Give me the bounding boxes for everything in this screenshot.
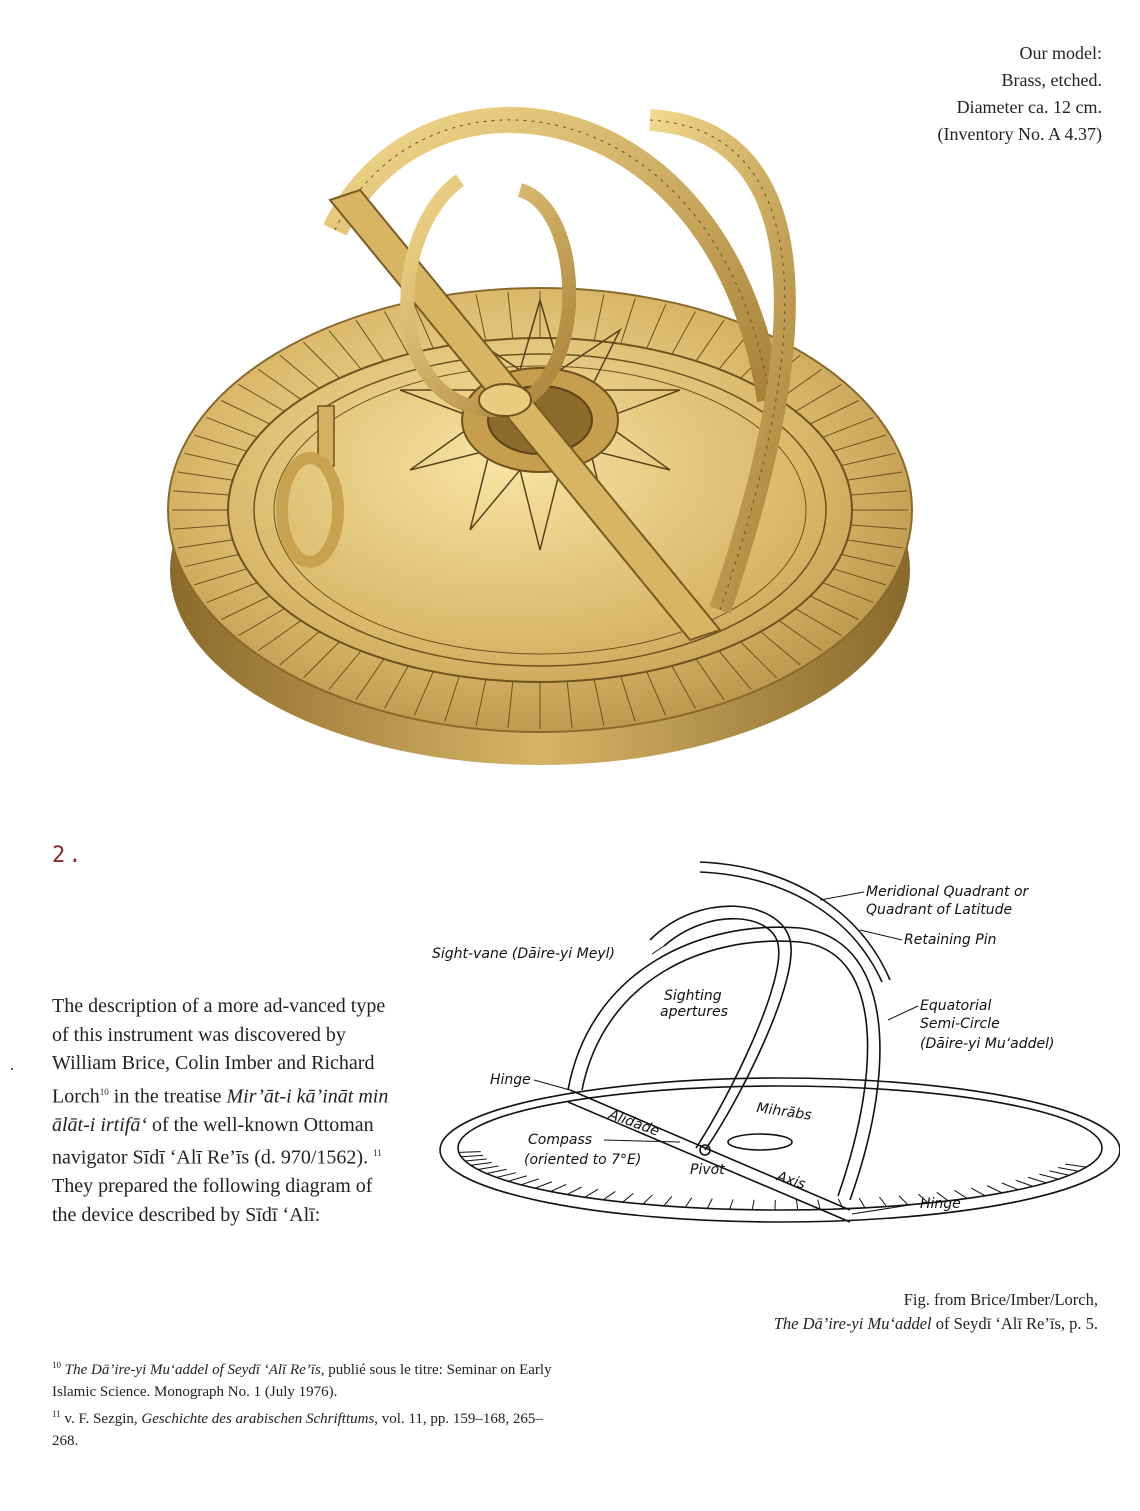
diagram-scale-tick	[1002, 1183, 1018, 1190]
diagram-scale-tick	[508, 1176, 527, 1181]
fig-caption-title: The Dā’ire-yi Mu‘addel	[773, 1314, 932, 1333]
diagram-scale-tick	[1058, 1168, 1078, 1172]
diagram-scale-tick	[685, 1198, 691, 1208]
diagram-scale-tick	[535, 1182, 552, 1188]
label-sight-vane: Sight-vane (Dāire-yi Meyl)	[432, 946, 615, 962]
diagram-scale-tick	[987, 1186, 1002, 1193]
figure-caption	[600, 1288, 1098, 1336]
label-pivot: Pivot	[690, 1162, 725, 1178]
footnote-number: 11	[52, 1409, 61, 1419]
diagram-scale-tick	[471, 1163, 492, 1166]
fig-caption-line2	[600, 1312, 1098, 1336]
label-oriented: (oriented to 7°E)	[524, 1152, 642, 1168]
footnote-title: The Dā’ire-yi Mu‘addel of Seydī ‘Alī Re’īs	[64, 1362, 321, 1378]
instrument-diagram	[420, 850, 1120, 1250]
diagram-scale-tick	[752, 1200, 754, 1210]
footnote-ref-11[interactable]: 11	[373, 1148, 382, 1159]
footnote-number: 10	[52, 1360, 61, 1370]
treatise-title: Mir’āt-i kā’ināt min ālāt-i irtifā‘	[52, 1085, 389, 1136]
diagram-scale-tick	[1028, 1177, 1046, 1183]
diagram-scale-tick	[623, 1193, 634, 1202]
diagram-scale-tick	[859, 1198, 865, 1208]
label-semi-circle: Semi-Circle	[920, 1016, 1000, 1032]
diagram-scale-tick	[796, 1200, 797, 1210]
diagram-scale-tick	[730, 1199, 733, 1209]
label-quadrant-latitude: Quadrant of Latitude	[866, 902, 1013, 918]
margin-mark	[11, 1068, 13, 1070]
diagram-scale-tick	[521, 1179, 539, 1185]
body-text-part4: They prepared the following diagram of the device described by Sīdī ‘Alī:	[52, 1175, 373, 1226]
diagram-scale-tick	[1065, 1164, 1086, 1167]
label-sighting: Sighting	[664, 988, 722, 1004]
label-retaining-pin: Retaining Pin	[904, 932, 997, 948]
label-mihrabs: Mihrābs	[755, 1100, 813, 1124]
instrument-photo	[160, 70, 920, 790]
body-paragraph	[52, 992, 397, 1229]
diagram-scale-tick	[1016, 1180, 1033, 1186]
label-hinge-right: Hinge	[920, 1196, 961, 1212]
footnote-11	[52, 1403, 552, 1452]
diagram-scale-tick	[1049, 1171, 1069, 1175]
caption-line: Diameter ca. 12 cm.	[956, 97, 1102, 117]
diagram-scale-tick	[899, 1196, 908, 1205]
footnote-text: , publié sous le titre: Seminar on Early Islamic Science. Monograph No. 1 (July 1976).	[52, 1362, 552, 1400]
label-daire-muaddel: (Dāire-yi Mu‘addel)	[920, 1036, 1055, 1052]
label-alidade: Alidade	[606, 1106, 662, 1140]
diagram-scale-tick	[567, 1187, 582, 1195]
diagram-scale-tick	[879, 1197, 886, 1206]
body-text-part3: of the well-known Ottoman navigator Sīdī ‘Alī Re’īs (d. 970/1562).	[52, 1113, 374, 1169]
section-number: 2.	[52, 843, 85, 868]
label-apertures: apertures	[660, 1004, 728, 1020]
diagram-scale-tick	[707, 1199, 712, 1209]
footnote-text: , vol. 11, pp. 159–168, 265–268.	[52, 1411, 543, 1449]
diagram-scale-tick	[603, 1191, 615, 1199]
footnote-pre: v. F. Sezgin,	[64, 1411, 142, 1427]
footnote-10	[52, 1354, 552, 1403]
diagram-scale-tick	[643, 1195, 652, 1204]
footnotes	[52, 1354, 552, 1452]
fig-caption-line1: Fig. from Brice/Imber/Lorch,	[903, 1290, 1098, 1309]
diagram-scale-tick	[585, 1189, 598, 1197]
body-text-part1: The description of a more ad-vanced type of this instrument was discovered by William Brice, Colin Imber and Richard Lorch	[52, 995, 386, 1108]
caption-line: Brass, etched.	[1001, 70, 1102, 90]
footnote-title: Geschichte des arabischen Schrifttums	[141, 1411, 375, 1427]
diagram-scale-tick	[839, 1199, 843, 1209]
diagram-scale-tick	[971, 1188, 985, 1196]
caption-line: Our model:	[1019, 43, 1102, 63]
diagram-scale-tick	[487, 1169, 507, 1173]
diagram-scale-tick	[461, 1155, 483, 1156]
body-text-part2: in the treatise	[108, 1085, 227, 1108]
diagram-scale-tick	[465, 1159, 487, 1161]
caption-line: (Inventory No. A 4.37)	[937, 124, 1102, 144]
diagram-scale-tick	[551, 1184, 567, 1191]
footnote-ref-10[interactable]: 10	[99, 1086, 109, 1097]
label-axis: Axis	[774, 1168, 808, 1193]
diagram-scale-tick	[459, 1152, 481, 1153]
diagram-scale-tick	[1039, 1174, 1058, 1179]
diagram-scale-tick	[497, 1173, 516, 1178]
diagram-scale-tick	[478, 1166, 499, 1169]
diagram-scale-tick	[664, 1196, 672, 1205]
label-equatorial: Equatorial	[920, 998, 992, 1014]
label-hinge-left: Hinge	[490, 1072, 531, 1088]
fig-caption-rest: of Seydī ‘Alī Re’īs, p. 5.	[931, 1314, 1098, 1333]
label-compass: Compass	[528, 1132, 593, 1148]
label-meridional: Meridional Quadrant or	[866, 884, 1029, 900]
